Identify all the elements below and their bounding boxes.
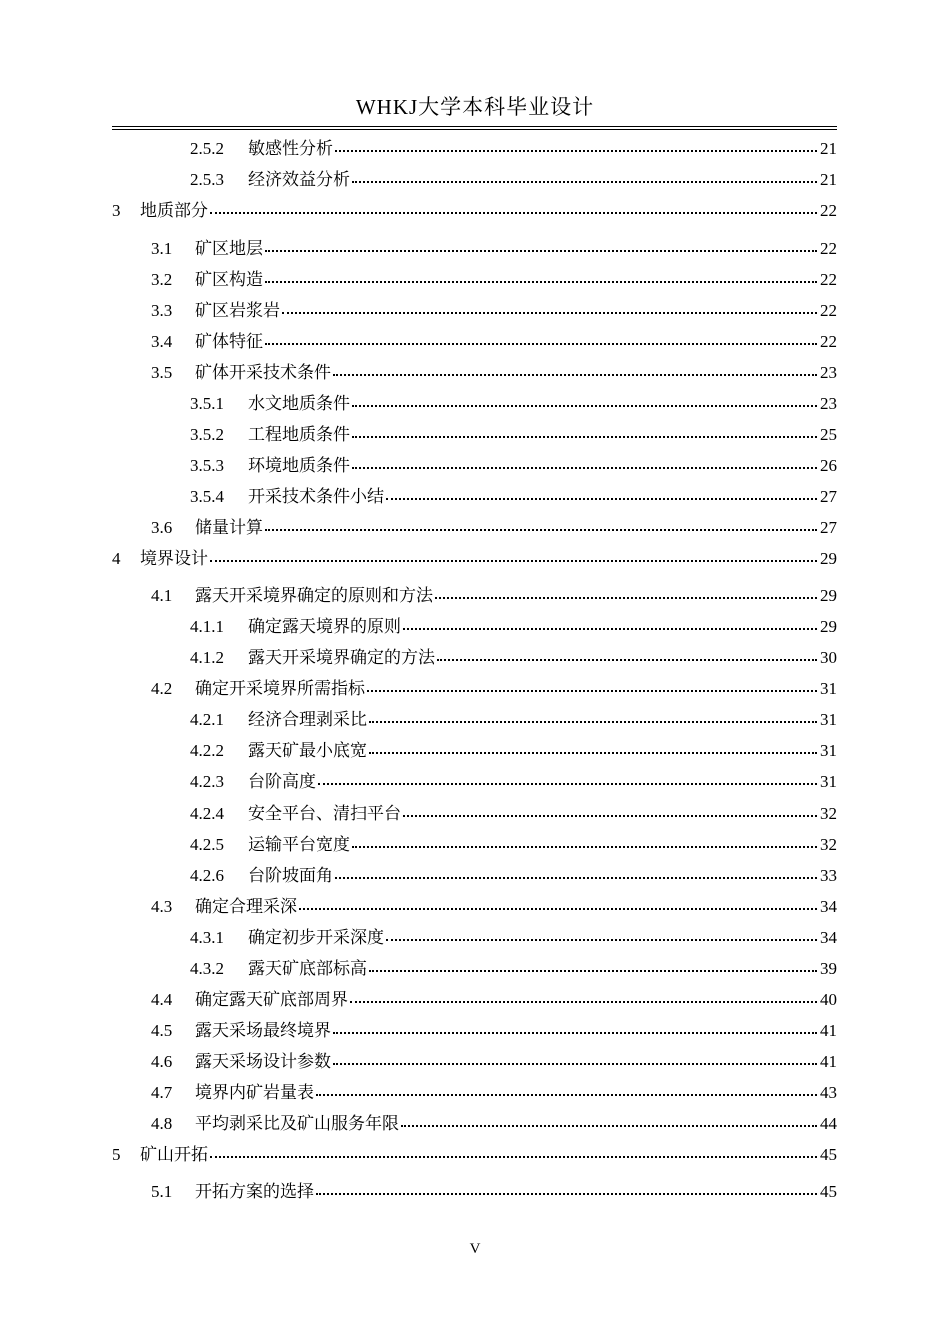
- toc-leader-dots: [401, 1125, 817, 1127]
- toc-leader-dots: [403, 628, 817, 630]
- toc-entry-page: 22: [820, 239, 837, 258]
- toc-entry-title: 开采技术条件小结: [248, 487, 384, 506]
- toc-entry-page: 23: [820, 363, 837, 382]
- toc-entry-title: 露天采场设计参数: [195, 1052, 331, 1071]
- toc-entry-number: 3.5.1: [190, 394, 224, 413]
- toc-entry-number: 3.4: [151, 332, 173, 351]
- toc-entry-title: 矿体特征: [195, 332, 263, 351]
- toc-entry[interactable]: [190, 709, 837, 731]
- toc-entry-number: 4.6: [151, 1052, 173, 1071]
- toc-entry-title: 确定露天境界的原则: [248, 617, 401, 636]
- toc-entry-number: 2.5.3: [190, 170, 224, 189]
- toc-entry-title: 矿区构造: [195, 270, 263, 289]
- toc-entry-title: 水文地质条件: [248, 394, 350, 413]
- toc-leader-dots: [265, 250, 817, 252]
- toc-entry[interactable]: [151, 896, 837, 918]
- toc-entry-number: 3.1: [151, 239, 173, 258]
- toc-entry-page: 21: [820, 170, 837, 189]
- toc-leader-dots: [367, 690, 817, 692]
- toc-entry-title: 确定开采境界所需指标: [195, 679, 365, 698]
- toc-leader-dots: [333, 374, 817, 376]
- toc-entry[interactable]: [190, 865, 837, 887]
- toc-entry-page: 45: [820, 1145, 837, 1164]
- toc-entry-page: 43: [820, 1083, 837, 1102]
- toc-leader-dots: [265, 529, 817, 531]
- toc-entry[interactable]: [112, 200, 837, 222]
- toc-entry[interactable]: [190, 803, 837, 825]
- toc-leader-dots: [265, 281, 817, 283]
- toc-entry-page: 31: [820, 741, 837, 760]
- toc-entry-number: 4.3.1: [190, 928, 224, 947]
- toc-entry-page: 32: [820, 804, 837, 823]
- toc-entry-title: 安全平台、清扫平台: [248, 804, 401, 823]
- toc-leader-dots: [386, 939, 817, 941]
- toc-entry-page: 27: [820, 518, 837, 537]
- toc-entry[interactable]: [190, 393, 837, 415]
- toc-entry-title: 台阶坡面角: [248, 866, 333, 885]
- toc-leader-dots: [282, 312, 817, 314]
- toc-entry-title: 储量计算: [195, 518, 263, 537]
- toc-leader-dots: [386, 498, 817, 500]
- toc-leader-dots: [403, 815, 817, 817]
- toc-entry-page: 29: [820, 549, 837, 568]
- toc-entry-title: 露天矿最小底宽: [248, 741, 367, 760]
- toc-entry-page: 41: [820, 1052, 837, 1071]
- toc-entry-page: 41: [820, 1021, 837, 1040]
- toc-entry-number: 4.1.2: [190, 648, 224, 667]
- toc-entry-number: 4.2.5: [190, 835, 224, 854]
- toc-entry-number: 3.3: [151, 301, 173, 320]
- toc-leader-dots: [352, 467, 817, 469]
- toc-entry-title: 经济效益分析: [248, 170, 350, 189]
- toc-entry[interactable]: [190, 771, 837, 793]
- toc-leader-dots: [350, 1001, 817, 1003]
- toc-entry[interactable]: [151, 269, 837, 291]
- toc-entry-number: 3.5: [151, 363, 173, 382]
- toc-leader-dots: [352, 405, 817, 407]
- toc-entry-page: 39: [820, 959, 837, 978]
- toc-leader-dots: [333, 1032, 817, 1034]
- toc-leader-dots: [335, 150, 817, 152]
- toc-entry-title: 露天开采境界确定的方法: [248, 648, 435, 667]
- toc-entry[interactable]: [190, 958, 837, 980]
- toc-leader-dots: [352, 181, 817, 183]
- toc-entry-page: 21: [820, 139, 837, 158]
- toc-entry-title: 敏感性分析: [248, 139, 333, 158]
- toc-entry-number: 4.2.1: [190, 710, 224, 729]
- page-header-title: WHKJ大学本科毕业设计: [355, 95, 595, 119]
- toc-entry[interactable]: [151, 300, 837, 322]
- toc-entry-title: 地质部分: [140, 201, 208, 220]
- toc-entry-page: 34: [820, 928, 837, 947]
- toc-entry-number: 3: [112, 201, 121, 220]
- toc-entry-page: 22: [820, 332, 837, 351]
- toc-entry-page: 22: [820, 301, 837, 320]
- toc-leader-dots: [316, 1193, 817, 1195]
- toc-entry-number: 4.7: [151, 1083, 173, 1102]
- toc-entry-number: 3.2: [151, 270, 173, 289]
- toc-entry-title: 运输平台宽度: [248, 835, 350, 854]
- toc-entry-title: 工程地质条件: [248, 425, 350, 444]
- toc-entry[interactable]: [190, 424, 837, 446]
- toc-entry-number: 4.2.2: [190, 741, 224, 760]
- toc-entry-page: 44: [820, 1114, 837, 1133]
- toc-entry[interactable]: [190, 927, 837, 949]
- toc-leader-dots: [369, 970, 817, 972]
- toc-entry[interactable]: [151, 517, 837, 539]
- toc-entry[interactable]: [151, 362, 837, 384]
- toc-entry-page: 29: [820, 586, 837, 605]
- toc-entry-title: 确定初步开采深度: [248, 928, 384, 947]
- toc-leader-dots: [333, 1063, 817, 1065]
- toc-leader-dots: [369, 721, 817, 723]
- toc-leader-dots: [318, 783, 817, 785]
- toc-entry[interactable]: [190, 169, 837, 191]
- toc-entry-number: 4.2.6: [190, 866, 224, 885]
- toc-entry-page: 23: [820, 394, 837, 413]
- toc-entry-number: 3.6: [151, 518, 173, 537]
- toc-entry-title: 矿体开采技术条件: [195, 363, 331, 382]
- toc-entry[interactable]: [151, 989, 837, 1011]
- toc-entry[interactable]: [151, 1181, 837, 1203]
- toc-entry-number: 3.5.2: [190, 425, 224, 444]
- toc-entry-title: 经济合理剥采比: [248, 710, 367, 729]
- toc-entry[interactable]: [151, 1020, 837, 1042]
- toc-leader-dots: [335, 877, 817, 879]
- toc-entry-title: 露天开采境界确定的原则和方法: [195, 586, 433, 605]
- toc-entry[interactable]: [190, 740, 837, 762]
- toc-entry-page: 40: [820, 990, 837, 1009]
- toc-entry-title: 矿区岩浆岩: [195, 301, 280, 320]
- toc-entry-title: 平均剥采比及矿山服务年限: [195, 1114, 399, 1133]
- toc-entry-page: 22: [820, 270, 837, 289]
- toc-entry[interactable]: [112, 548, 837, 570]
- toc-leader-dots: [210, 560, 817, 562]
- toc-entry[interactable]: [190, 138, 837, 160]
- toc-entry-number: 4.2: [151, 679, 173, 698]
- toc-entry[interactable]: [190, 647, 837, 669]
- toc-entry-number: 4.3: [151, 897, 173, 916]
- toc-entry-page: 33: [820, 866, 837, 885]
- toc-leader-dots: [210, 1156, 817, 1158]
- toc-entry-number: 4.4: [151, 990, 173, 1009]
- toc-entry-page: 31: [820, 679, 837, 698]
- toc-entry[interactable]: [151, 585, 837, 607]
- toc-entry-page: 34: [820, 897, 837, 916]
- toc-entry-page: 45: [820, 1182, 837, 1201]
- toc-entry-title: 露天采场最终境界: [195, 1021, 331, 1040]
- toc-entry-title: 境界内矿岩量表: [195, 1083, 314, 1102]
- toc-entry-number: 4.8: [151, 1114, 173, 1133]
- toc-entry-title: 环境地质条件: [248, 456, 350, 475]
- toc-entry[interactable]: [190, 616, 837, 638]
- toc-entry[interactable]: [190, 486, 837, 508]
- toc-entry-page: 32: [820, 835, 837, 854]
- toc-entry[interactable]: [190, 455, 837, 477]
- toc-entry-title: 确定合理采深: [195, 897, 297, 916]
- toc-entry-number: 4.2.4: [190, 804, 224, 823]
- toc-entry-number: 5.1: [151, 1182, 173, 1201]
- toc-entry-number: 3.5.3: [190, 456, 224, 475]
- toc-leader-dots: [316, 1094, 817, 1096]
- toc-entry[interactable]: [151, 331, 837, 353]
- toc-entry[interactable]: [151, 678, 837, 700]
- toc-entry-page: 26: [820, 456, 837, 475]
- toc-leader-dots: [369, 752, 817, 754]
- toc-entry-number: 4.1: [151, 586, 173, 605]
- toc-entry-page: 30: [820, 648, 837, 667]
- toc-entry-number: 3.5.4: [190, 487, 224, 506]
- toc-leader-dots: [210, 212, 817, 214]
- toc-entry-title: 矿区地层: [195, 239, 263, 258]
- toc-entry[interactable]: [151, 1113, 837, 1135]
- toc-entry-number: 4.3.2: [190, 959, 224, 978]
- toc-entry-number: 4.5: [151, 1021, 173, 1040]
- toc-entry[interactable]: [112, 1144, 837, 1166]
- toc-leader-dots: [435, 597, 817, 599]
- toc-entry-page: 27: [820, 487, 837, 506]
- toc-leader-dots: [352, 436, 817, 438]
- toc-entry-title: 露天矿底部标高: [248, 959, 367, 978]
- toc-entry-title: 矿山开拓: [140, 1145, 208, 1164]
- toc-entry[interactable]: [151, 1051, 837, 1073]
- toc-entry-page: 31: [820, 772, 837, 791]
- toc-entry-title: 开拓方案的选择: [195, 1182, 314, 1201]
- toc-entry-number: 4: [112, 549, 121, 568]
- toc-entry-page: 29: [820, 617, 837, 636]
- toc-entry[interactable]: [151, 1082, 837, 1104]
- toc-entry-number: 5: [112, 1145, 121, 1164]
- toc-leader-dots: [299, 908, 817, 910]
- toc-entry-page: 31: [820, 710, 837, 729]
- toc-entry-title: 境界设计: [140, 549, 208, 568]
- page-number: V: [469, 1241, 481, 1257]
- toc-leader-dots: [437, 659, 817, 661]
- toc-entry-page: 25: [820, 425, 837, 444]
- toc-entry-page: 22: [820, 201, 837, 220]
- toc-leader-dots: [265, 343, 817, 345]
- toc-entry-title: 台阶高度: [248, 772, 316, 791]
- toc-entry-number: 4.1.1: [190, 617, 224, 636]
- toc-entry-title: 确定露天矿底部周界: [195, 990, 348, 1009]
- toc-entry-number: 2.5.2: [190, 139, 224, 158]
- toc-entry[interactable]: [151, 238, 837, 260]
- toc-leader-dots: [352, 846, 817, 848]
- toc-entry[interactable]: [190, 834, 837, 856]
- toc-entry-number: 4.2.3: [190, 772, 224, 791]
